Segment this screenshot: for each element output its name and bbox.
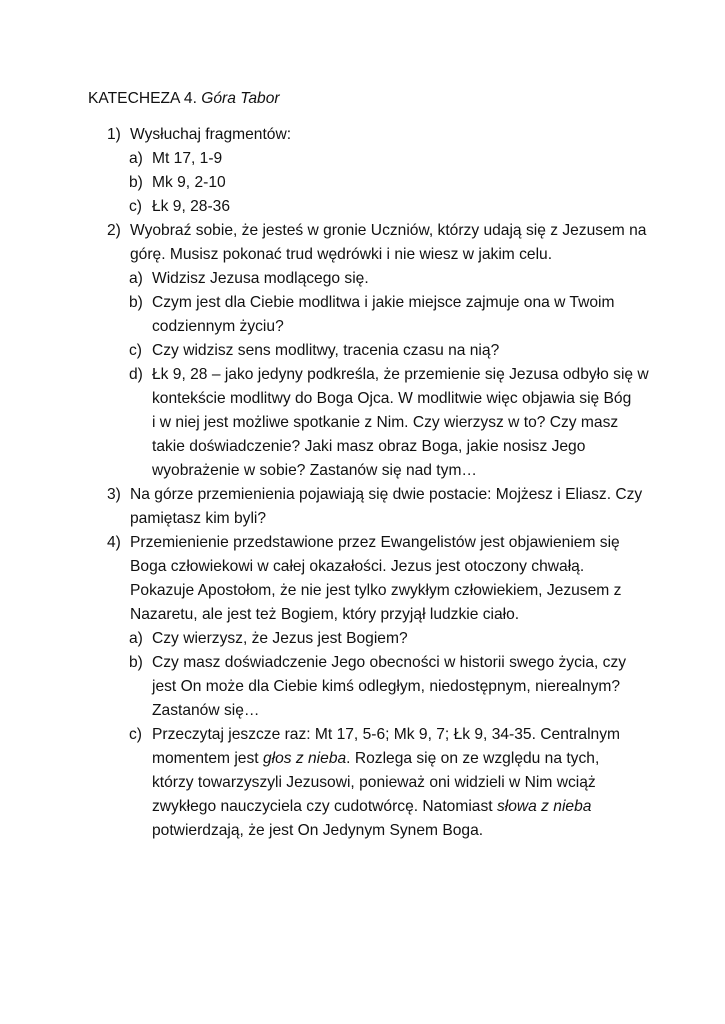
text-run: takie doświadczenie? Jaki masz obraz Boga, jakie nosisz Jego: [152, 438, 586, 455]
text-run: Czy wierzysz, że Jezus jest Bogiem?: [152, 630, 408, 647]
title-prefix: KATECHEZA 4.: [88, 90, 197, 107]
lettered-item: [0, 267, 725, 291]
lettered-item: [0, 147, 725, 171]
item-text-line: [130, 507, 725, 531]
numbered-item: [0, 123, 725, 147]
item-marker: a): [129, 150, 143, 167]
text-run: górę. Musisz pokonać trud wędrówki i nie wiesz w jakim celu.: [130, 246, 553, 263]
item-text-line: [130, 555, 725, 579]
item-marker: 3): [107, 486, 121, 503]
item-marker: c): [129, 726, 142, 743]
item-text-line: [152, 387, 725, 411]
text-run: Boga człowiekowi w całej okazałości. Jezus jest otoczony chwałą.: [130, 558, 585, 575]
lettered-item: [0, 195, 725, 219]
item-text-line: [130, 531, 725, 555]
item-text-line: [152, 771, 725, 795]
item-text-line: [152, 747, 725, 771]
lettered-item: [0, 363, 725, 483]
item-text-line: [152, 723, 725, 747]
text-run: jest On może dla Ciebie kimś odległym, niedostępnym, nierealnym?: [152, 678, 621, 695]
text-run: i w niej jest możliwe spotkanie z Nim. Czy wierzysz w to? Czy masz: [152, 414, 619, 431]
item-marker: b): [129, 294, 143, 311]
italic-phrase: głos z nieba: [262, 750, 347, 767]
item-marker: 4): [107, 534, 121, 551]
item-text-line: [152, 147, 725, 171]
item-marker: c): [129, 342, 142, 359]
item-text-line: [152, 699, 725, 723]
text-run: kontekście modlitwy do Boga Ojca. W modlitwie więc objawia się Bóg: [152, 390, 632, 407]
italic-phrase: słowa z nieba: [496, 798, 592, 815]
lettered-item: [0, 627, 725, 651]
text-run: . Rozlega się on ze względu na tych,: [346, 750, 600, 767]
text-run: zwykłego nauczyciela czy cudotwórcę. Natomiast: [152, 798, 497, 815]
text-run: Zastanów się…: [152, 702, 260, 719]
text-run: Wyobraź sobie, że jesteś w gronie Uczniów, którzy udają się z Jezusem na: [130, 222, 647, 239]
text-run: którzy towarzyszyli Jezusowi, ponieważ oni widzieli w Nim wciąż: [152, 774, 596, 791]
lettered-item: [0, 651, 725, 723]
text-run: momentem jest: [152, 750, 263, 767]
text-run: Czy masz doświadczenie Jego obecności w historii swego życia, czy: [152, 654, 627, 671]
numbered-item: [0, 219, 725, 267]
item-text-line: [152, 291, 725, 315]
item-text-line: [152, 411, 725, 435]
text-run: Łk 9, 28-36: [152, 198, 231, 215]
item-text-line: [152, 267, 725, 291]
item-text-line: [130, 243, 725, 267]
item-marker: b): [129, 174, 143, 191]
item-text-line: [152, 363, 725, 387]
lettered-item: [0, 171, 725, 195]
item-text-line: [130, 483, 725, 507]
item-marker: 2): [107, 222, 121, 239]
item-marker: c): [129, 198, 142, 215]
item-marker: 1): [107, 126, 121, 143]
item-text-line: [130, 219, 725, 243]
item-text-line: [152, 315, 725, 339]
text-run: Czym jest dla Ciebie modlitwa i jakie miejsce zajmuje ona w Twoim: [152, 294, 615, 311]
text-run: Na górze przemienienia pojawiają się dwie postacie: Mojżesz i Eliasz. Czy: [130, 486, 643, 503]
text-run: Pokazuje Apostołom, że nie jest tylko zwykłym człowiekiem, Jezusem z: [130, 582, 622, 599]
text-run: potwierdzają, że jest On Jedynym Synem Boga.: [152, 822, 484, 839]
item-text-line: [152, 651, 725, 675]
item-marker: d): [129, 366, 143, 383]
text-run: codziennym życiu?: [152, 318, 284, 335]
item-marker: a): [129, 630, 143, 647]
lettered-item: [0, 339, 725, 363]
item-text-line: [152, 819, 725, 843]
item-text-line: [152, 795, 725, 819]
document-title: [88, 87, 280, 111]
text-run: Przemienienie przedstawione przez Ewangelistów jest objawieniem się: [130, 534, 620, 551]
item-marker: a): [129, 270, 143, 287]
item-text-line: [152, 459, 725, 483]
text-run: Przeczytaj jeszcze raz: Mt 17, 5-6; Mk 9, 7; Łk 9, 34-35. Centralnym: [152, 726, 620, 743]
title-topic: Góra Tabor: [201, 90, 280, 107]
text-run: Wysłuchaj fragmentów:: [130, 126, 292, 143]
item-text-line: [152, 435, 725, 459]
numbered-item: [0, 483, 725, 531]
text-run: wyobrażenie w sobie? Zastanów się nad tym…: [152, 462, 478, 479]
item-text-line: [130, 603, 725, 627]
text-run: pamiętasz kim byli?: [130, 510, 267, 527]
item-text-line: [130, 123, 725, 147]
exercise-list: [0, 123, 725, 843]
item-text-line: [152, 339, 725, 363]
text-run: Mk 9, 2-10: [152, 174, 226, 191]
text-run: Widzisz Jezusa modlącego się.: [152, 270, 369, 287]
item-text-line: [152, 195, 725, 219]
text-run: Czy widzisz sens modlitwy, tracenia czasu na nią?: [152, 342, 500, 359]
item-text-line: [152, 627, 725, 651]
item-text-line: [152, 675, 725, 699]
lettered-item: [0, 291, 725, 339]
numbered-item: [0, 531, 725, 627]
text-run: Łk 9, 28 – jako jedyny podkreśla, że przemienie się Jezusa odbyło się w: [152, 366, 649, 383]
lettered-item: [0, 723, 725, 843]
item-text-line: [152, 171, 725, 195]
item-text-line: [130, 579, 725, 603]
text-run: Nazaretu, ale jest też Bogiem, który przyjął ludzkie ciało.: [130, 606, 520, 623]
item-marker: b): [129, 654, 143, 671]
text-run: Mt 17, 1-9: [152, 150, 223, 167]
